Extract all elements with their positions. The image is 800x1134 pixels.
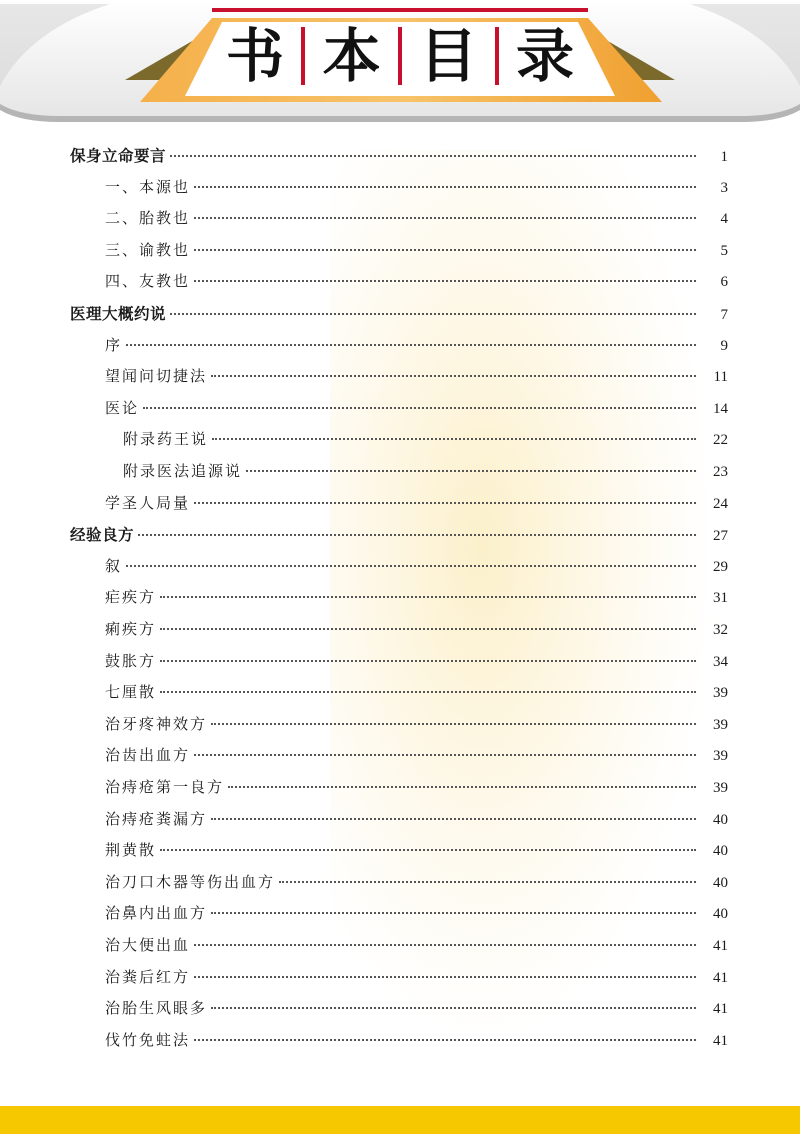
- toc-entry-title: 疟疾方: [105, 588, 157, 607]
- dot-leader: [279, 881, 696, 883]
- toc-page-number: 39: [713, 685, 728, 702]
- toc-page-number: 22: [713, 432, 728, 449]
- toc-page-number: 32: [713, 622, 728, 638]
- toc-entry-title: 医论: [105, 398, 140, 417]
- toc-entry-title: 七厘散: [105, 683, 157, 702]
- header-banner: [0, 0, 800, 128]
- toc-entry[interactable]: [105, 397, 728, 427]
- title-char: 书: [225, 22, 284, 90]
- dot-leader: [194, 976, 696, 978]
- toc-page-number: 40: [713, 874, 728, 891]
- toc-entry[interactable]: [105, 207, 728, 237]
- toc-entry[interactable]: [105, 902, 728, 932]
- toc-entry[interactable]: [105, 176, 728, 206]
- toc-entry-title: 保身立命要言: [70, 147, 167, 165]
- toc-entry[interactable]: [105, 966, 728, 996]
- dot-leader: [170, 313, 696, 315]
- toc-page-number: 27: [713, 528, 728, 545]
- toc-page-number: 3: [720, 179, 728, 196]
- dot-leader: [160, 628, 696, 630]
- dot-leader: [211, 1007, 696, 1009]
- toc-entry-title: 三、谕教也: [105, 240, 191, 259]
- dot-leader: [138, 534, 696, 536]
- toc-page-number: 41: [713, 1032, 728, 1049]
- toc-entry-title: 鼓胀方: [105, 651, 157, 670]
- toc-entry-title: 二、胎教也: [105, 209, 191, 228]
- dot-leader: [160, 691, 696, 693]
- toc-entry[interactable]: [105, 239, 728, 269]
- toc-page-number: 39: [713, 748, 728, 765]
- toc-entry-title: 治大便出血: [105, 936, 191, 954]
- toc-page-number: 11: [713, 369, 728, 386]
- title-char: 录: [515, 22, 574, 90]
- dot-leader: [160, 596, 696, 598]
- toc-entry-title: 治痔疮粪漏方: [105, 809, 208, 828]
- toc-page-number: 29: [713, 558, 728, 575]
- toc-entry-title: 附录医法追源说: [123, 462, 243, 480]
- toc-entry[interactable]: [123, 460, 728, 490]
- toc-page-number: 9: [720, 337, 728, 354]
- toc-entry[interactable]: [105, 713, 728, 743]
- dot-leader: [211, 375, 696, 377]
- toc-entry[interactable]: [105, 650, 728, 680]
- dot-leader: [194, 280, 696, 282]
- toc-entry-title: 望闻问切捷法: [105, 367, 208, 386]
- toc-entry[interactable]: [105, 365, 728, 395]
- toc-page-number: 31: [713, 590, 728, 607]
- toc-entry[interactable]: [105, 997, 728, 1027]
- dot-leader: [126, 565, 696, 567]
- dot-leader: [194, 249, 696, 251]
- toc-page-number: 23: [713, 464, 728, 480]
- dot-leader: [160, 660, 696, 662]
- title-divider: [301, 27, 305, 85]
- toc-page-number: 39: [713, 780, 728, 796]
- toc-entry[interactable]: [105, 618, 728, 648]
- toc-entry-title: 四、友教也: [105, 272, 191, 291]
- toc-entry[interactable]: [105, 934, 728, 964]
- toc-page-number: 4: [720, 211, 728, 228]
- dot-leader: [160, 849, 696, 851]
- dot-leader: [246, 470, 696, 472]
- toc-entry[interactable]: [105, 586, 728, 616]
- toc-entry-title: 学圣人局量: [105, 493, 191, 512]
- toc-entry-title: 附录药王说: [123, 430, 209, 449]
- dot-leader: [170, 155, 696, 157]
- toc-section[interactable]: [70, 523, 728, 553]
- toc-page-number: 41: [713, 1001, 728, 1018]
- toc-entry[interactable]: [105, 744, 728, 774]
- toc-entry-title: 治粪后红方: [105, 967, 191, 986]
- dot-leader: [194, 944, 696, 946]
- toc-entry[interactable]: [105, 555, 728, 585]
- toc-entry[interactable]: [105, 776, 728, 806]
- toc-entry-title: 经验良方: [70, 526, 135, 545]
- title-char: 本: [322, 22, 381, 90]
- toc-entry[interactable]: [105, 681, 728, 711]
- bottom-yellow-bar: [0, 1106, 800, 1134]
- toc-entry-title: 治刀口木器等伤出血方: [105, 872, 276, 891]
- toc-entry[interactable]: [105, 270, 728, 300]
- toc-entry-title: 治胎生风眼多: [105, 999, 208, 1018]
- toc-entry-title: 治痔疮第一良方: [105, 778, 225, 796]
- dot-leader: [194, 502, 696, 504]
- toc-entry-title: 痢疾方: [105, 620, 157, 638]
- toc-entry-title: 荆黄散: [105, 841, 157, 860]
- toc-page-number: 41: [713, 938, 728, 954]
- dot-leader: [212, 438, 696, 440]
- toc-page-number: 1: [720, 149, 728, 165]
- dot-leader: [211, 723, 696, 725]
- toc-page-number: 40: [713, 843, 728, 860]
- toc-page-number: 24: [713, 495, 728, 512]
- toc-page-number: 6: [720, 274, 728, 291]
- toc-entry[interactable]: [105, 839, 728, 869]
- toc-entry[interactable]: [105, 492, 728, 522]
- dot-leader: [228, 786, 696, 788]
- title-char: 目: [419, 22, 478, 90]
- toc-page-number: 14: [713, 400, 728, 417]
- dot-leader: [211, 912, 696, 914]
- toc-entry-title: 序: [105, 335, 123, 354]
- page-title: [215, 16, 585, 96]
- toc-page-number: 7: [720, 307, 728, 323]
- dot-leader: [211, 818, 696, 820]
- toc-entry-title: 医理大概约说: [70, 305, 167, 323]
- toc-section[interactable]: [70, 144, 728, 174]
- toc-section[interactable]: [70, 302, 728, 332]
- toc-entry-title: 伐竹免蛀法: [105, 1030, 191, 1049]
- toc-page-number: 40: [713, 811, 728, 828]
- toc-entry[interactable]: [105, 871, 728, 901]
- toc-page-number: 5: [720, 242, 728, 259]
- toc-entry-title: 一、本源也: [105, 177, 191, 196]
- dot-leader: [194, 1039, 696, 1041]
- toc-entry-title: 叙: [105, 556, 123, 575]
- dot-leader: [194, 217, 696, 219]
- toc-page-number: 41: [713, 969, 728, 986]
- toc-entry[interactable]: [105, 334, 728, 364]
- title-divider: [495, 27, 499, 85]
- title-divider: [398, 27, 402, 85]
- dot-leader: [126, 344, 696, 346]
- toc-page-number: 40: [713, 906, 728, 923]
- toc-entry-title: 治牙疼神效方: [105, 714, 208, 733]
- dot-leader: [143, 407, 696, 409]
- toc-entry[interactable]: [123, 428, 728, 458]
- dot-leader: [194, 754, 696, 756]
- toc-entry[interactable]: [105, 1029, 728, 1059]
- toc-entry[interactable]: [105, 808, 728, 838]
- toc-page-number: 34: [713, 653, 728, 670]
- toc-page-number: 39: [713, 716, 728, 733]
- toc-entry-title: 治齿出血方: [105, 746, 191, 765]
- dot-leader: [194, 186, 696, 188]
- toc-entry-title: 治鼻内出血方: [105, 904, 208, 923]
